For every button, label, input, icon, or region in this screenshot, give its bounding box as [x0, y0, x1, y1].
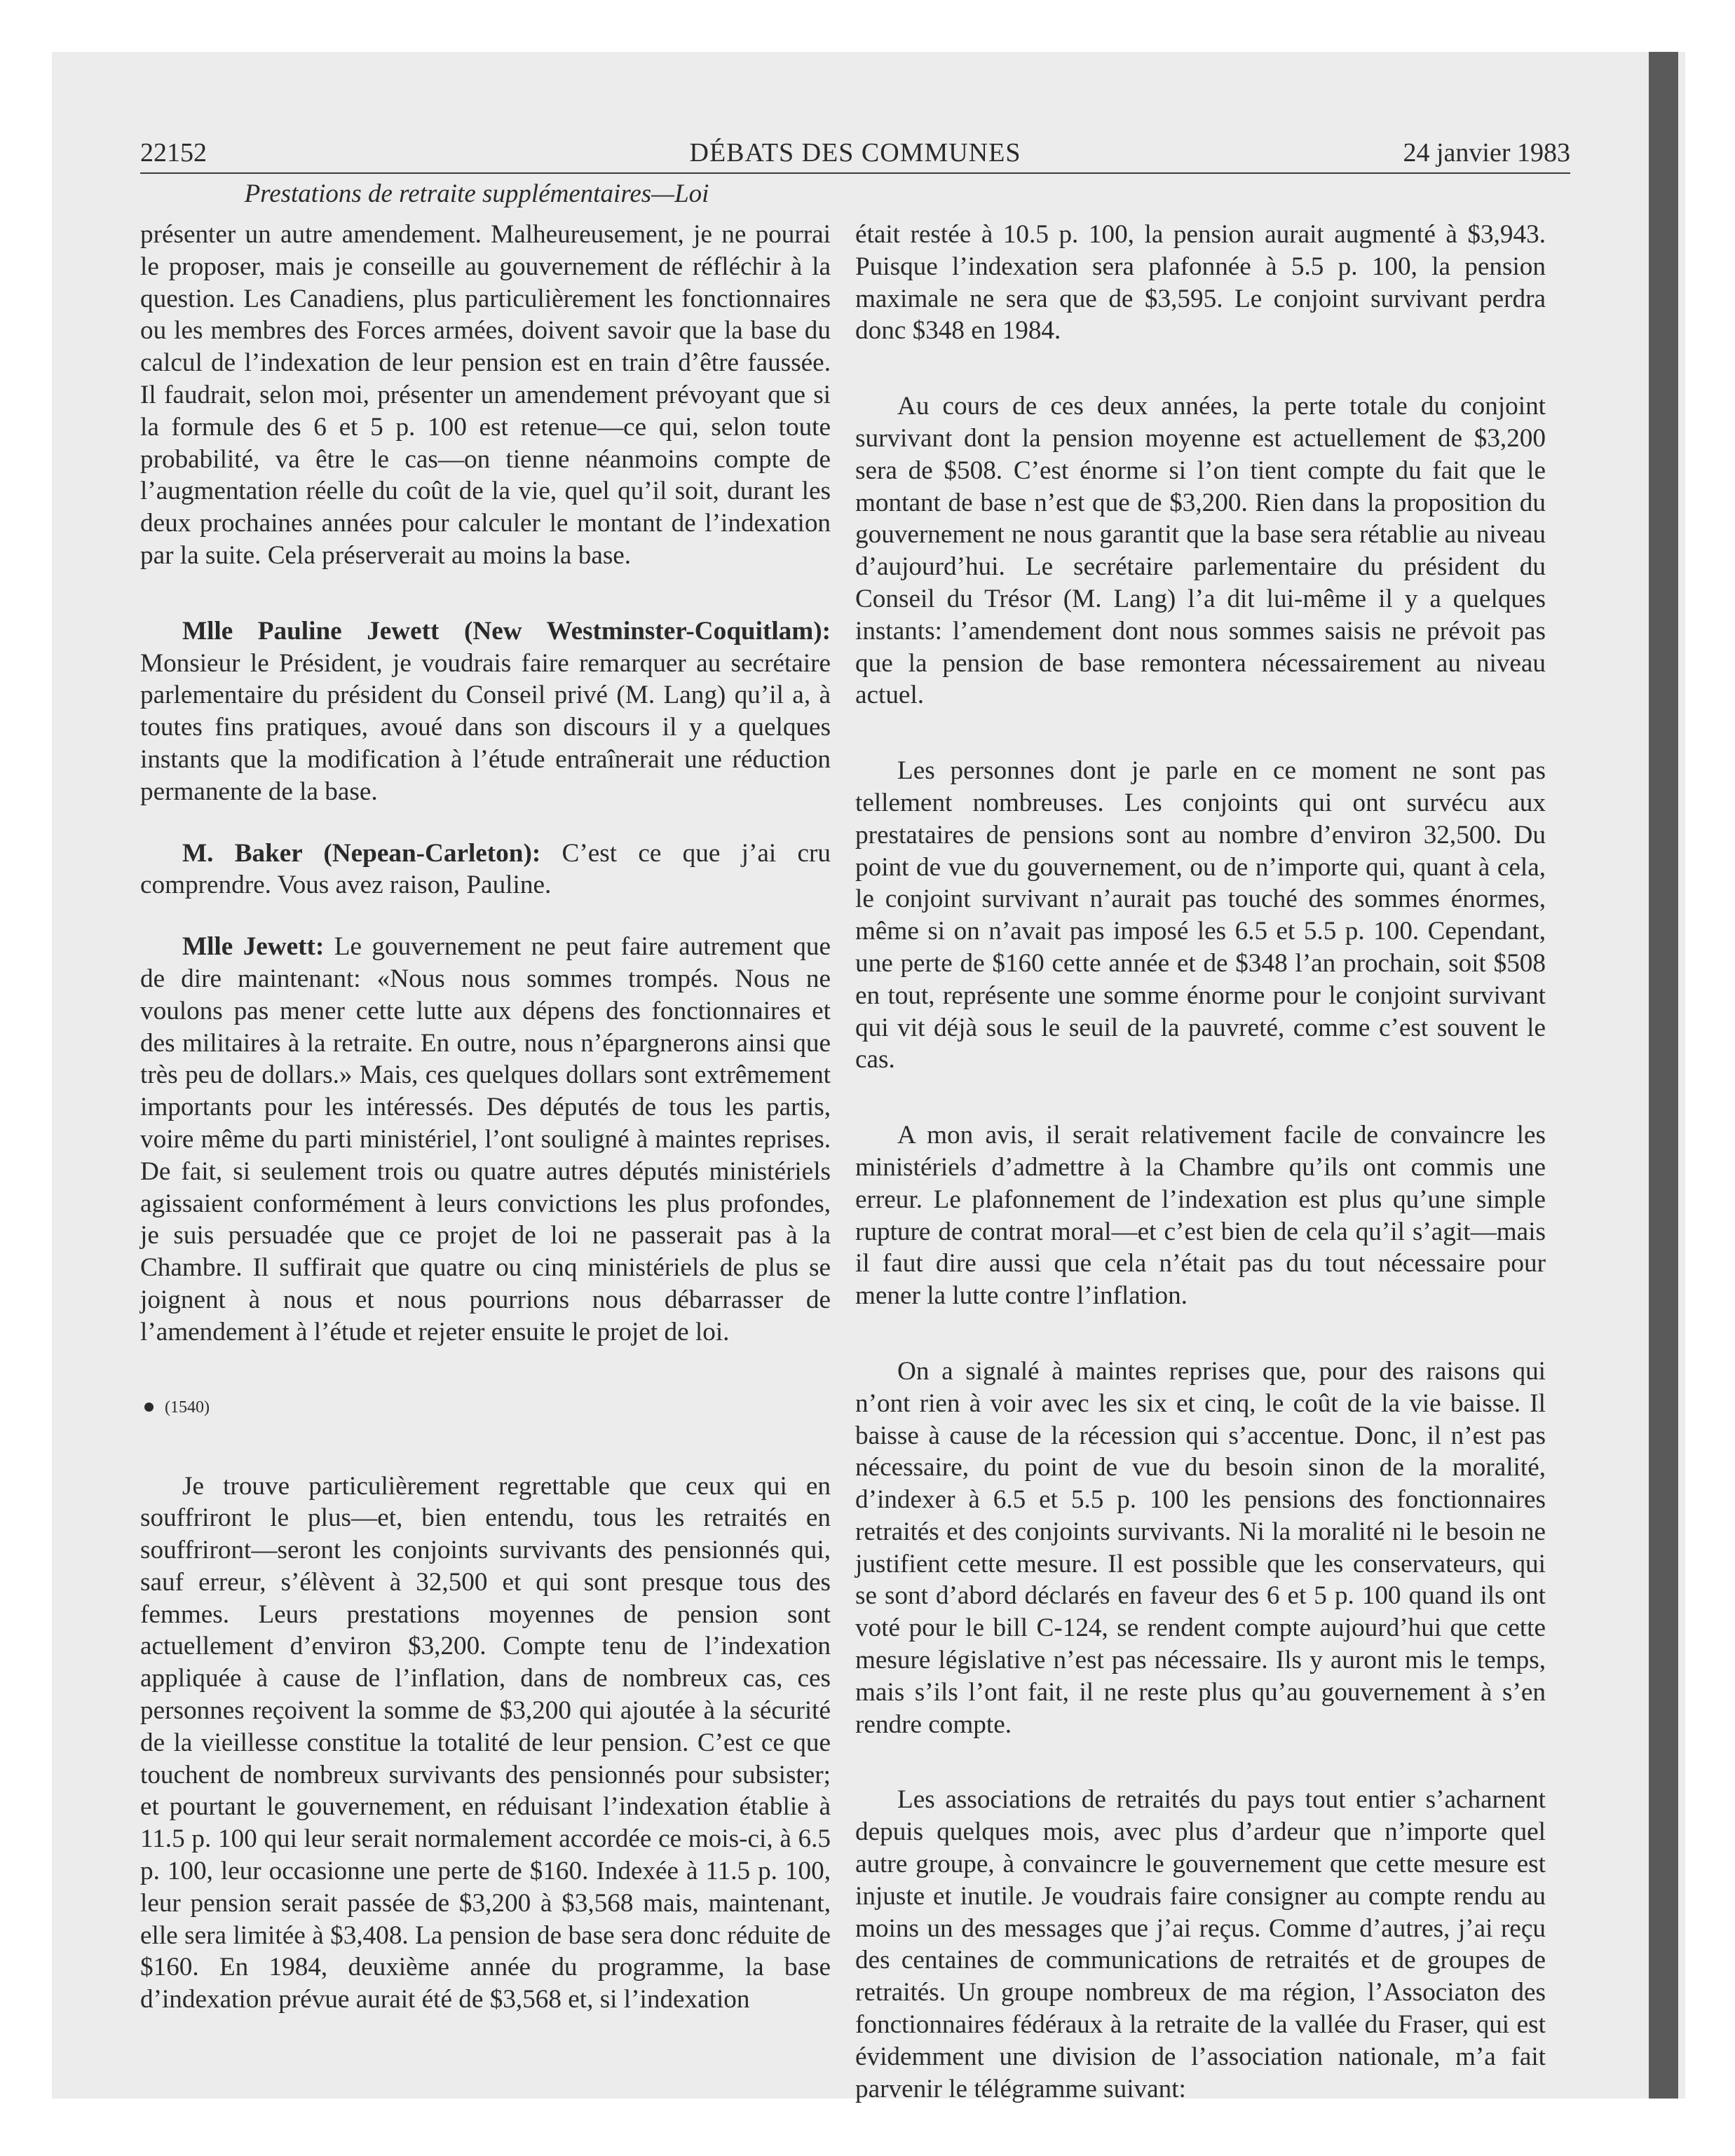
publication-date: 24 janvier 1983: [1403, 138, 1570, 168]
bullet-icon: [144, 1403, 154, 1412]
paragraph: était restée à 10.5 p. 100, la pension aurait augmenté à $3,943. Puisque l’indexation sera plafonnée à 5.5 p. 100, la pension maximale ne sera que de $3,595. Le conjoint survivant perdra donc $348 en 1984.: [855, 220, 1546, 346]
right-column: [855, 219, 1546, 2105]
paragraph: On a signalé à maintes reprises que, pour des raisons qui n’ont rien à voir avec les six et cinq, le coût de la vie baisse. Il baisse à cause de la récession qui s’accentue. Donc, il n’est pas nécessaire, du point de vue du besoin sinon de la moralité, d’indexer à 6.5 et 5.5 p. 100 les pensions des fonctionnaires retraités et des conjoints survivants. Ni la moralité ni le besoin ne justifient cette mesure. Il est possible que les conservateurs, qui se sont d’abord déclarés en faveur des 6 et 5 p. 100 quand ils ont voté pour le bill C-124, se rendent compte aujourd’hui que cette mesure législative n’est pas nécessaire. Ils y auront mis le temps, mais s’ils l’ont fait, il ne reste plus qu’au gouvernement à s’en rendre compte.: [855, 1356, 1546, 1739]
speech-paragraph: [140, 931, 831, 1348]
speech-text: C’est ce que j’ai cru comprendre. Vous avez raison, Pauline.: [140, 838, 831, 900]
speech-text: Monsieur le Président, je voudrais faire remarquer au secrétaire parlementaire du président du Conseil privé (M. Lang) qu’il a, à toutes fins pratiques, avoué dans son discours il y a quelques instants que la modification à l’étude entraînerait une réduction permanente de la base.: [140, 648, 831, 806]
time-marker: [140, 1393, 831, 1421]
paragraph: Je trouve particulièrement regrettable que ceux qui en souffriront le plus—et, bien entendu, tous les retraités en souffriront—seront les conjoints survivants des pensionnés qui, sauf erreur, s’élèvent à 32,500 et qui sont presque tous des femmes. Leurs prestations moyennes de pension sont actuellement d’environ $3,200. Compte tenu de l’indexation appliquée à cause de l’inflation, dans de nombreux cas, ces personnes reçoivent la somme de $3,200 qui ajoutée à la sécurité de la vieillesse constitue la totalité de leur pension. C’est ce que touchent de nombreux survivants des pensionnés pour subsister; et pourtant le gouvernement, en réduisant l’indexation établie à 11.5 p. 100 qui leur serait normalement accordée ce mois-ci, à 6.5 p. 100, leur occasionne une perte de $160. Indexée à 11.5 p. 100, leur pension serait passée de $3,200 à $3,568 mais, maintenant, elle sera limitée à $3,408. La pension de base sera donc réduite de $160. En 1984, deuxième année du programme, la base d’indexation prévue aurait été de $3,568 et, si l’indexation: [140, 1471, 831, 2014]
speaker-name: Mlle Pauline Jewett (New Westminster-Coquitlam):: [182, 616, 831, 646]
paragraph: Les associations de retraités du pays tout entier s’acharnent depuis quelques mois, avec plus d’ardeur que n’importe quel autre groupe, à convaincre le gouvernement que cette mesure est injuste et inutile. Je voudrais faire consigner au compte rendu au moins un des messages que j’ai reçus. Comme d’autres, j’ai reçu des centaines de communications de retraités et de groupes de retraités. Un groupe nombreux de ma région, l’Associaton des fonctionnaires fédéraux à la retraite de la vallée du Fraser, qui est évidemment une division de l’association nationale, m’a fait parvenir le télégramme suivant:: [855, 1785, 1546, 2103]
scan-edge-shadow: [1649, 52, 1678, 2099]
speech-paragraph: [140, 615, 831, 808]
speaker-name: Mlle Jewett:: [182, 932, 325, 962]
paragraph: Au cours de ces deux années, la perte totale du conjoint survivant dont la pension moyenne est actuellement de $3,200 sera de $508. C’est énorme si l’on tient compte du fait que le montant de base n’est que de $3,200. Rien dans la proposition du gouvernement ne nous garantit que la base sera rétablie au niveau d’aujourd’hui. Le secrétaire parlementaire du président du Conseil du Trésor (M. Lang) l’a dit lui-même il y a quelques instants: l’amendement dont nous sommes saisis ne prévoit pas que la pension de base remontera nécessairement au niveau actuel.: [855, 392, 1546, 710]
paragraph: présenter un autre amendement. Malheureusement, je ne pourrai le proposer, mais je conseille au gouvernement de réfléchir à la question. Les Canadiens, plus particulièrement les fonctionnaires ou les membres des Forces armées, doivent savoir que la base du calcul de l’indexation de leur pension est en train d’être faussée. Il faudrait, selon moi, présenter un amendement prévoyant que si la formule des 6 et 5 p. 100 est retenue—ce qui, selon toute probabilité, va être le cas—on tienne néanmoins compte de l’augmentation réelle du coût de la vie, quel qu’il soit, durant les deux prochaines années pour calculer le montant de l’indexation par la suite. Cela préserverait au moins la base.: [140, 220, 831, 570]
page-header: [140, 133, 1570, 174]
paragraph: A mon avis, il serait relativement facile de convaincre les ministériels d’admettre à la Chambre qu’ils ont commis une erreur. Le plafonnement de l’indexation est plus qu’une simple rupture de contrat moral—et c’est bien de cela qu’il s’agit—mais il faut dire aussi que cela n’était pas du tout nécessaire pour mener la lutte contre l’inflation.: [855, 1121, 1546, 1311]
speech-text: Le gouvernement ne peut faire autrement que de dire maintenant: «Nous nous sommes trompés. Nous ne voulons pas mener cette lutte aux dépens des fonctionnaires et des militaires à la retraite. En outre, nous n’épargnerons ainsi que très peu de dollars.» Mais, ces quelques dollars sont extrêmement importants pour les intéressés. Des députés de tous les partis, voire même du parti ministériel, l’ont souligné à maintes reprises. De fait, si seulement trois ou quatre autres députés ministériels agissaient conformément à leurs convictions les plus profondes, je suis persuadée que ce projet de loi ne passerait pas à la Chambre. Il suffirait que quatre ou cinq ministériels de plus se joignent à nous et nous pourrions nous débarrasser de l’amendement à l’étude et rejeter ensuite le projet de loi.: [140, 932, 831, 1346]
page-number: 22152: [140, 138, 207, 168]
time-marker-label: (1540): [165, 1398, 210, 1417]
section-subtitle: Prestations de retraite supplémentaires—Loi: [244, 179, 709, 208]
paragraph: Les personnes dont je parle en ce moment ne sont pas tellement nombreuses. Les conjoints qui ont survécu aux prestataires de pensions sont au nombre d’environ 32,500. Du point de vue du gouvernement, ou de n’importe qui, quant à cela, le conjoint survivant n’aurait pas touché des sommes énormes, même si on n’avait pas imposé les 6.5 et 5.5 p. 100. Cependant, une perte de $160 cette année et de $348 l’an prochain, soit $508 en tout, représente une somme énorme pour le conjoint survivant qui vit déjà sous le seuil de la pauvreté, comme c’est souvent le cas.: [855, 756, 1546, 1074]
publication-title: DÉBATS DES COMMUNES: [689, 138, 1021, 168]
speech-paragraph: [140, 838, 831, 902]
speaker-name: M. Baker (Nepean-Carleton):: [182, 838, 541, 868]
left-column: [140, 219, 831, 2016]
